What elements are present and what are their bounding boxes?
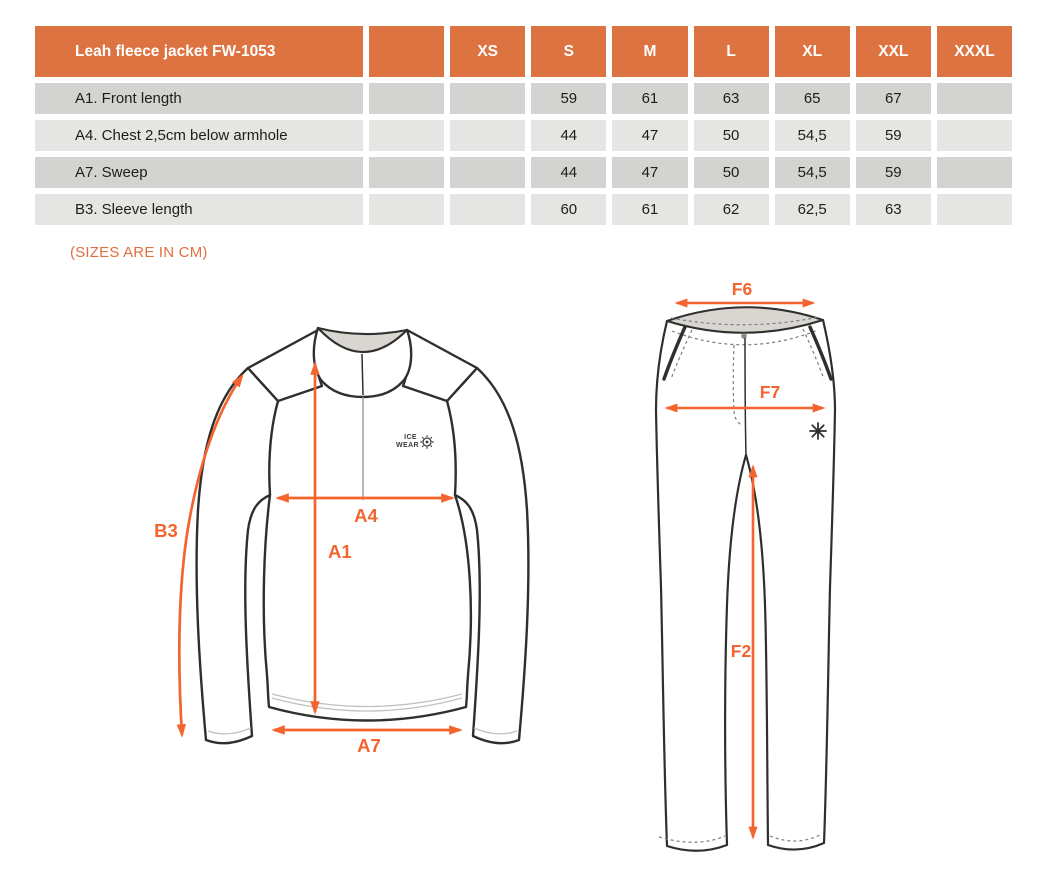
row-label-cell: A7. Sweep [35, 157, 363, 188]
size-column-header: XXXL [937, 26, 1012, 77]
a4-label: A4 [354, 505, 378, 526]
value-cell: 65 [775, 83, 850, 114]
row-label-cell: A4. Chest 2,5cm below armhole [35, 120, 363, 151]
value-cell [450, 120, 525, 151]
value-cell: 60 [531, 194, 606, 225]
value-cell: 54,5 [775, 120, 850, 151]
header-spacer-cell [369, 26, 444, 77]
row-spacer-cell [369, 157, 444, 188]
value-cell [937, 194, 1012, 225]
size-column-header: XXL [856, 26, 931, 77]
value-cell: 50 [694, 157, 769, 188]
value-cell: 47 [612, 120, 687, 151]
value-cell: 62,5 [775, 194, 850, 225]
value-cell [450, 194, 525, 225]
value-cell: 63 [694, 83, 769, 114]
value-cell: 61 [612, 83, 687, 114]
size-chart-table [35, 26, 1012, 225]
row-spacer-cell [369, 194, 444, 225]
value-cell: 44 [531, 157, 606, 188]
value-cell: 44 [531, 120, 606, 151]
value-cell [937, 83, 1012, 114]
value-cell [937, 120, 1012, 151]
row-label-cell: B3. Sleeve length [35, 194, 363, 225]
b3-label: B3 [154, 520, 178, 541]
a1-label: A1 [328, 541, 352, 562]
row-spacer-cell [369, 120, 444, 151]
f2-label: F2 [730, 641, 752, 661]
f6-label: F6 [731, 279, 753, 299]
jacket-collar-center-seam [362, 354, 363, 395]
size-column-header: XS [450, 26, 525, 77]
snowflake-logo [810, 423, 826, 439]
value-cell: 54,5 [775, 157, 850, 188]
value-cell: 59 [531, 83, 606, 114]
logo-text-line1: ICE [404, 434, 417, 441]
waist-button [741, 333, 747, 339]
value-cell [937, 157, 1012, 188]
jacket-body [264, 495, 471, 721]
snowflake-icon [420, 435, 434, 449]
value-cell [450, 83, 525, 114]
value-cell: 47 [612, 157, 687, 188]
value-cell [450, 157, 525, 188]
a7-label: A7 [357, 735, 381, 756]
row-spacer-cell [369, 83, 444, 114]
row-label-cell: A1. Front length [35, 83, 363, 114]
size-column-header: M [612, 26, 687, 77]
value-cell: 59 [856, 120, 931, 151]
value-cell: 63 [856, 194, 931, 225]
f7-label: F7 [759, 382, 781, 402]
size-column-header: L [694, 26, 769, 77]
value-cell: 62 [694, 194, 769, 225]
value-cell: 61 [612, 194, 687, 225]
pants-technical-drawing [620, 275, 920, 875]
value-cell: 50 [694, 120, 769, 151]
sizes-unit-note: (SIZES ARE IN CM) [70, 244, 208, 261]
product-title-cell: Leah fleece jacket FW-1053 [35, 26, 363, 77]
size-column-header: XL [775, 26, 850, 77]
jacket-technical-drawing [130, 290, 580, 780]
icewear-logo [396, 434, 434, 449]
value-cell: 59 [856, 157, 931, 188]
logo-text-line2: WEAR [396, 442, 419, 449]
value-cell: 67 [856, 83, 931, 114]
size-column-header: S [531, 26, 606, 77]
